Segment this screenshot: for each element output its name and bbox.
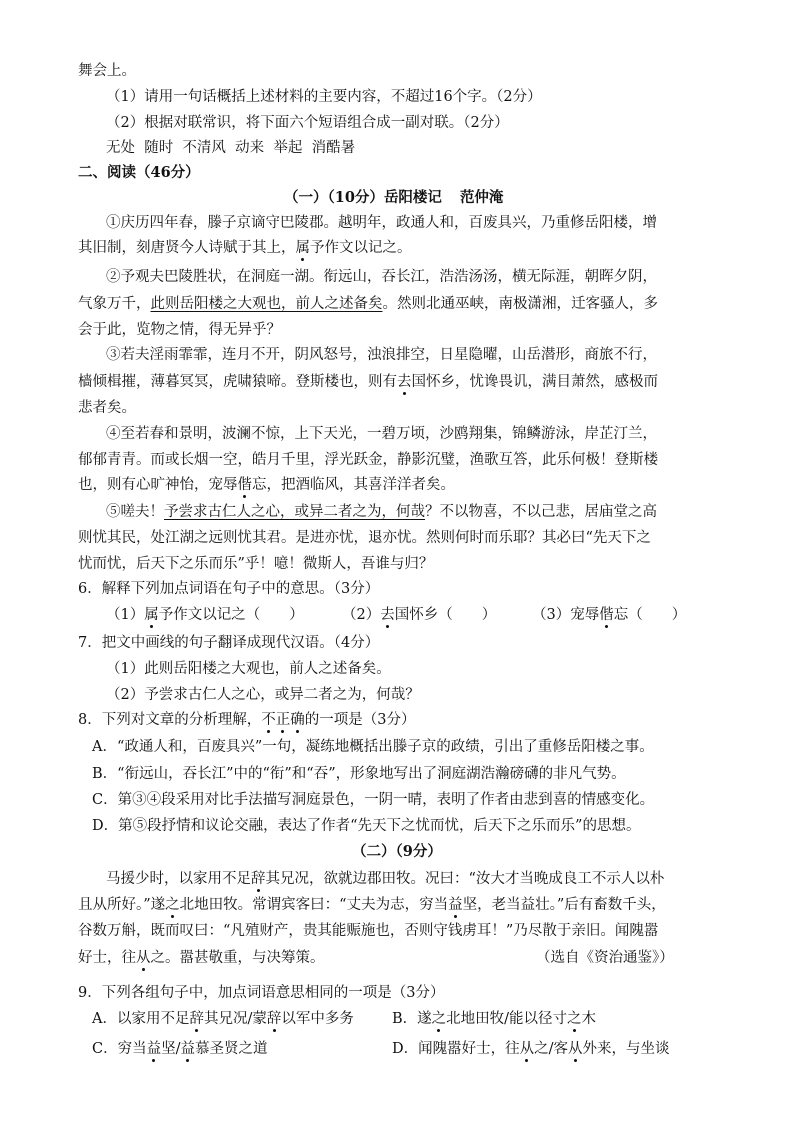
question-9-stem: 9．下列各组句子中，加点词语意思相同的一项是（3分） <box>78 985 445 1001</box>
text: 忘，把酒临风，其喜洋洋者矣。 <box>252 477 455 493</box>
p4-line1: ④至若春和景明，波澜不惊，上下天光，一碧万顷，沙鸥翔集，锦鳞游泳，岸芷汀兰， <box>106 426 657 442</box>
text: 外来，与坐谈 <box>582 1041 670 1057</box>
dotted-word: 益 <box>180 1041 195 1057</box>
p2-line2 <box>78 297 658 312</box>
p2-line3: 会于此，览物之情，得无异乎？ <box>78 322 281 338</box>
question-8-stem <box>78 713 415 728</box>
text: （3）宠辱 <box>532 607 600 623</box>
dotted-word: 从 <box>136 950 151 966</box>
passage-1-points: （一）（10分） <box>284 189 384 206</box>
question-7-item-2: （2）予尝求古仁人之心，或异二者之为，何哉？ <box>106 687 420 703</box>
dotted-word: 益 <box>146 1041 162 1057</box>
text: 马援少时，以家用不足 <box>106 871 251 887</box>
question-8-option-b: B．“衔远山，吞长江”中的“衔”和“吞”，形象地写出了洞庭湖浩瀚磅礴的非凡气势。 <box>92 766 626 782</box>
question-8-option-c: C．第③④段采用对比手法描写洞庭景色，一阴一晴，表明了作者由悲到喜的情感变化。 <box>92 792 655 808</box>
text: 国怀乡（ ） <box>394 607 497 623</box>
p4-line3 <box>78 478 455 493</box>
text: 以军中多务 <box>281 1011 354 1027</box>
text: 。然则北通巫峡，南极潇湘，迁客骚人，多 <box>382 296 658 312</box>
p3-line2 <box>78 375 658 390</box>
p4-line2: 郁郁青青。而或长烟一空，皓月千里，浮光跃金，静影沉璧，渔歌互答，此乐何极！登斯楼 <box>78 452 658 468</box>
question-9-option-c <box>92 1042 268 1057</box>
text: 坚/ <box>161 1041 181 1057</box>
p1-line1: ①庆历四年春，滕子京谪守巴陵郡。越明年，政通人和，百废具兴，乃重修岳阳楼，增 <box>106 215 657 231</box>
text: 予作文以记之。 <box>310 240 412 256</box>
text: 国怀乡，忧谗畏讥，满目萧然，感极而 <box>411 374 658 390</box>
passage-2-title: （二）（9分） <box>352 843 442 860</box>
text: 北地田牧/能以径寸 <box>446 1011 568 1027</box>
text: 也，则有心旷神怡，宠辱 <box>78 477 238 493</box>
dotted-word: 正 <box>275 712 291 728</box>
passage-1-author: 范仲淹 <box>459 189 504 206</box>
underlined-sentence-2: 予尝求古仁人之心，或异二者之为，何哉 <box>164 504 425 520</box>
text: A．以家用不足 <box>92 1011 190 1027</box>
text: （1） <box>106 607 145 623</box>
p6-line2 <box>78 898 666 913</box>
text: 之/客 <box>534 1041 569 1057</box>
text: 8．下列对文章的分析理解， <box>78 712 262 728</box>
text: 好士，往 <box>78 950 136 966</box>
dotted-word: 辞 <box>266 1011 282 1027</box>
phrase-list: 无处 随时 不清风 动来 举起 消酷暑 <box>106 140 356 156</box>
text: 且从所好。”遂 <box>78 897 166 913</box>
text: D．闻隗嚣好士，往 <box>392 1041 520 1057</box>
dotted-word: 辞 <box>251 871 266 887</box>
question-5-1: （1）请用一句话概括上述材料的主要内容，不超过16个字。（2分） <box>106 89 542 105</box>
dotted-word: 属 <box>295 240 310 256</box>
question-6-stem: 6．解释下列加点词语在句子中的意思。（3分） <box>78 581 380 597</box>
text: ⑤嗟夫！ <box>106 504 164 520</box>
question-5-2: （2）根据对联常识，将下面六个短语组合成一副对联。（2分） <box>106 115 509 131</box>
text: ？不以物喜，不以己悲，居庙堂之高 <box>425 504 657 520</box>
text: C．穷当 <box>92 1041 147 1057</box>
text: 气象万千， <box>78 296 151 312</box>
text: 其兄况，欲就边郡田牧。况曰：“汝大才当晚成良工不示人以朴 <box>265 871 665 887</box>
dotted-word: 偕 <box>237 477 252 493</box>
dotted-word: 之 <box>431 1011 447 1027</box>
text: 樯倾楫摧，薄暮冥冥，虎啸猿啼。登斯楼也，则有 <box>78 374 397 390</box>
p5-line2: 则忧其民，处江湖之远则忧其君。是进亦忧，退亦忧。然则何时而乐耶？其必曰“先天下之 <box>78 530 651 546</box>
text: 忘（ ） <box>613 607 687 623</box>
question-7-item-1: （1）此则岳阳楼之大观也，前人之述备矣。 <box>106 661 391 677</box>
passage-1-title <box>284 191 503 206</box>
question-6-item-3 <box>532 608 686 623</box>
dotted-word: 不 <box>261 712 276 728</box>
text: 的一项是（3分） <box>304 712 416 728</box>
text: 其旧制，刻唐贤今人诗赋于其上， <box>78 240 296 256</box>
dotted-word: 偕 <box>599 607 614 623</box>
dotted-word: 去 <box>397 374 412 390</box>
p6-line4 <box>78 951 325 966</box>
question-9-option-b <box>392 1012 596 1027</box>
text: 北地田牧。常谓宾客曰：“丈夫为志，穷当 <box>179 897 449 913</box>
intro-line: 舞会上。 <box>78 63 136 79</box>
question-9-option-d <box>392 1042 670 1057</box>
text: B．遂 <box>392 1011 432 1027</box>
dotted-word: 之 <box>567 1011 582 1027</box>
dotted-word: 去 <box>380 607 395 623</box>
question-8-option-a: A．“政通人和，百废具兴”一句，凝练地概括出滕子京的政绩，引出了重修岳阳楼之事。 <box>92 739 654 755</box>
p1-line2 <box>78 241 412 256</box>
p3-line3: 悲者矣。 <box>78 400 136 416</box>
dotted-word: 之 <box>165 897 180 913</box>
question-6-item-1 <box>106 608 304 623</box>
dotted-word: 确 <box>290 712 305 728</box>
text: 予作文以记之（ ） <box>158 607 304 623</box>
question-8-option-d: D．第⑤段抒情和议论交融，表达了作者“先天下之忧而忧，后天下之乐而乐”的思想。 <box>92 818 641 834</box>
text: 其兄况/蒙 <box>203 1011 267 1027</box>
dotted-word: 从 <box>568 1041 583 1057</box>
p2-line1: ②予观夫巴陵胜状，在洞庭一湖。衔远山，吞长江，浩浩汤汤，横无际涯，朝晖夕阴， <box>106 269 657 285</box>
dotted-word: 属 <box>144 607 159 623</box>
p5-line1 <box>106 505 657 520</box>
p3-line1: ③若夫淫雨霏霏，连月不开，阴风怒号，浊浪排空，日星隐曜，山岳潜形，商旅不行， <box>106 347 657 363</box>
dotted-word: 从 <box>519 1041 535 1057</box>
p6-line1 <box>106 872 664 887</box>
text: 坚，老当益壮。”后有畜数千头， <box>462 897 666 913</box>
dotted-word: 辞 <box>189 1011 204 1027</box>
section-heading-reading: 二、阅读（46分） <box>78 164 200 181</box>
passage-1-name: 岳阳楼记 <box>383 189 442 206</box>
dotted-word: 益 <box>448 897 463 913</box>
question-6-item-2 <box>342 608 496 623</box>
question-7-stem: 7．把文中画线的句子翻译成现代汉语。（4分） <box>78 635 380 651</box>
text: 之。嚣甚敬重，与决筹策。 <box>150 950 325 966</box>
question-9-option-a <box>92 1012 354 1027</box>
underlined-sentence-1: 此则岳阳楼之大观也，前人之述备矣 <box>150 296 383 312</box>
p5-line3: 忧而忧，后天下之乐而乐”乎！噫！微斯人，吾谁与归？ <box>78 556 434 572</box>
p6-line3: 谷数万斛，既而叹曰：“凡殖财产，贵其能赈施也，否则守钱虏耳！”乃尽散于亲旧。闻隗嚣 <box>78 923 659 939</box>
text: 慕圣贤之道 <box>195 1041 268 1057</box>
text: 木 <box>581 1011 597 1027</box>
text: （2） <box>342 607 381 623</box>
passage-2-source: （选自《资治通鉴》） <box>536 950 674 966</box>
